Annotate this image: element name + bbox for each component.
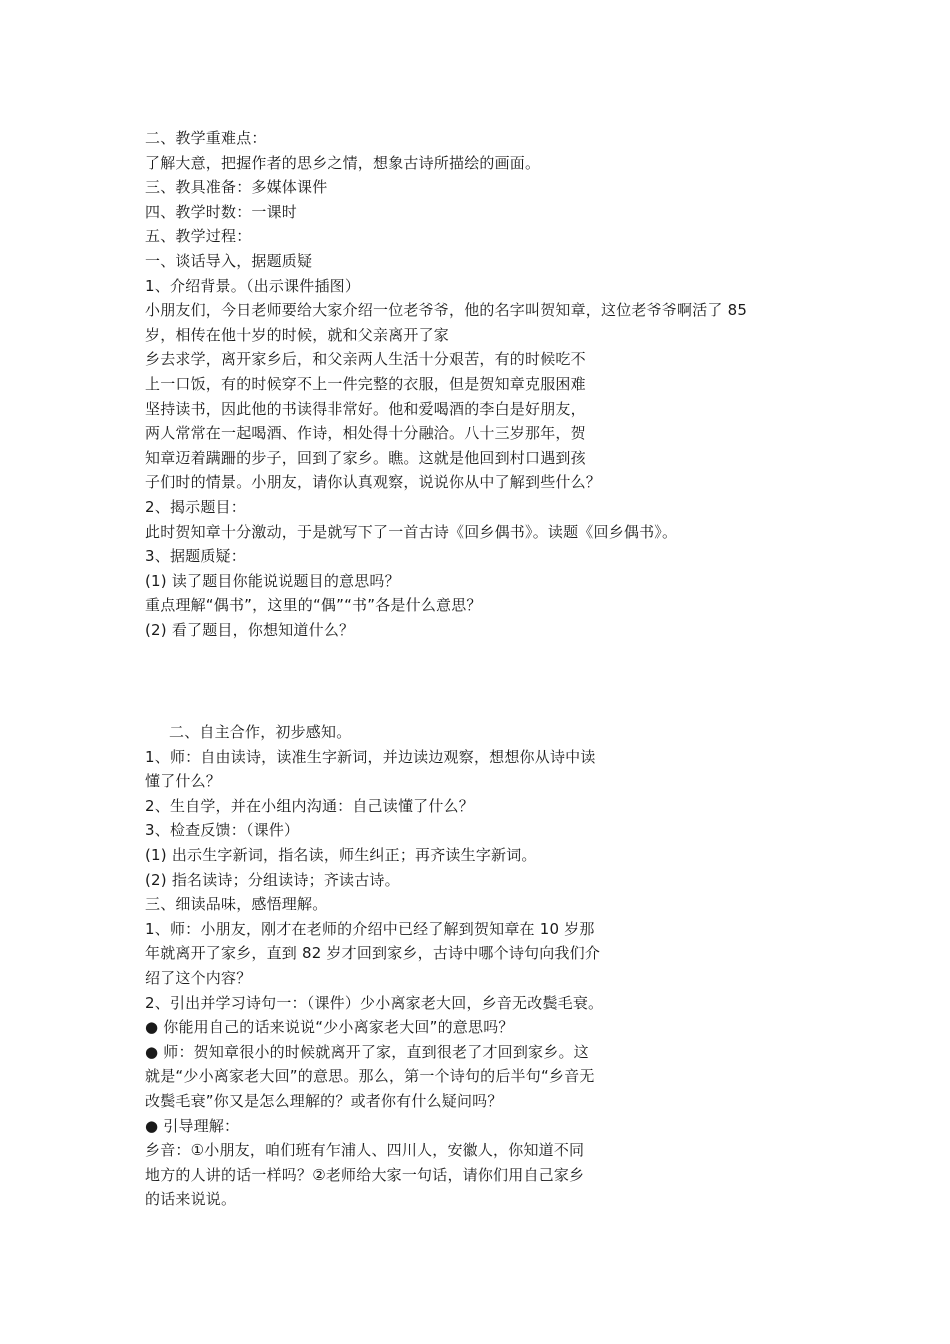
paragraph-line: 2、引出并学习诗句一：（课件）少小离家老大回，乡音无改鬓毛衰。 <box>145 993 604 1012</box>
paragraph-line: 重点理解“偶书”，这里的“偶”“书”各是什么意思？ <box>145 596 482 615</box>
paragraph-line: 坚持读书，因此他的书读得非常好。他和爱喝酒的李白是好朋友， <box>145 399 586 418</box>
paragraph-line: 就是“少小离家老大回”的意思。那么，第一个诗句的后半句“乡音无 <box>145 1067 595 1086</box>
paragraph-line: 绍了这个内容？ <box>145 968 252 987</box>
heading-self-study: 二、自主合作，初步感知。 <box>169 723 352 741</box>
paragraph-line: 1、师：自由读诗，读准生字新词，并边读边观察，想想你从诗中读 <box>145 747 596 766</box>
heading-teaching-hours: 四、教学时数：一课时 <box>145 202 298 221</box>
section-teaching-plan-part-2 <box>145 720 825 1212</box>
paragraph-line: 了解大意，把握作者的思乡之情，想象古诗所描绘的画面。 <box>145 153 541 172</box>
heading-intro: 一、谈话导入，据题质疑 <box>145 251 313 270</box>
subheading-feedback: 3、检查反馈：（课件） <box>145 821 300 840</box>
subheading-question: 3、据题质疑： <box>145 547 246 566</box>
bullet-item: ● 你能用自己的话来说说“少小离家老大回”的意思吗？ <box>145 1018 514 1037</box>
paragraph-line: 1、师：小朋友，刚才在老师的介绍中已经了解到贺知章在 10 岁那 <box>145 919 595 938</box>
paragraph-line: 2、生自学，并在小组内沟通：自己读懂了什么？ <box>145 796 474 815</box>
paragraph-line: 乡音：①小朋友，咱们班有乍浦人、四川人，安徽人，你知道不同 <box>145 1141 585 1160</box>
paragraph-line: 子们时的情景。小朋友，请你认真观察，说说你从中了解到些什么？ <box>145 473 602 492</box>
paragraph-line: 此时贺知章十分激动，于是就写下了一首古诗《回乡偶书》。读题《回乡偶书》。 <box>145 522 678 541</box>
paragraph-line: 懂了什么？ <box>145 772 222 791</box>
paragraph-line: 地方的人讲的话一样吗？②老师给大家一句话，请你们用自己家乡 <box>145 1165 585 1184</box>
paragraph-line: 乡去求学，离开家乡后，和父亲两人生活十分艰苦，有的时候吃不 <box>145 350 586 369</box>
bullet-item: ● 师：贺知章很小的时候就离开了家，直到很老了才回到家乡。这 <box>145 1042 589 1061</box>
heading-teaching-materials: 三、教具准备：多媒体课件 <box>145 178 328 197</box>
paragraph-line: 上一口饭，有的时候穿不上一件完整的衣服，但是贺知章克服困难 <box>145 374 586 393</box>
heading-close-reading: 三、细读品味，感悟理解。 <box>145 895 328 914</box>
paragraph-line: 知章迈着蹒跚的步子，回到了家乡。瞧。这就是他回到村口遇到孩 <box>145 448 586 467</box>
list-item: (2) 看了题目，你想知道什么？ <box>145 620 355 639</box>
subheading-background: 1、介绍背景。（出示课件插图） <box>145 276 361 295</box>
bullet-item: ● 引导理解： <box>145 1116 240 1135</box>
subheading-reveal-title: 2、揭示题目： <box>145 497 246 516</box>
paragraph-line: 两人常常在一起喝酒、作诗，相处得十分融洽。八十三岁那年，贺 <box>145 424 586 443</box>
list-item: (1) 读了题目你能说说题目的意思吗？ <box>145 571 400 590</box>
paragraph-line: 年就离开了家乡，直到 82 岁才回到家乡，古诗中哪个诗句向我们介 <box>145 944 601 963</box>
list-item: (1) 出示生字新词，指名读，师生纠正；再齐读生字新词。 <box>145 845 537 864</box>
paragraph-line: 的话来说说。 <box>145 1190 237 1209</box>
paragraph-line: 改鬓毛衰”你又是怎么理解的？或者你有什么疑问吗？ <box>145 1091 503 1110</box>
paragraph-line: 小朋友们，今日老师要给大家介绍一位老爷爷，他的名字叫贺知章，这位老爷爷啊活了 85 <box>145 301 748 320</box>
section-teaching-plan-part-1 <box>145 126 825 642</box>
paragraph-line: 岁，相传在他十岁的时候，就和父亲离开了家 <box>145 325 450 344</box>
heading-teaching-process: 五、教学过程： <box>145 227 252 246</box>
list-item: (2) 指名读诗；分组读诗；齐读古诗。 <box>145 870 400 889</box>
heading-teaching-difficulties: 二、教学重难点： <box>145 129 267 147</box>
